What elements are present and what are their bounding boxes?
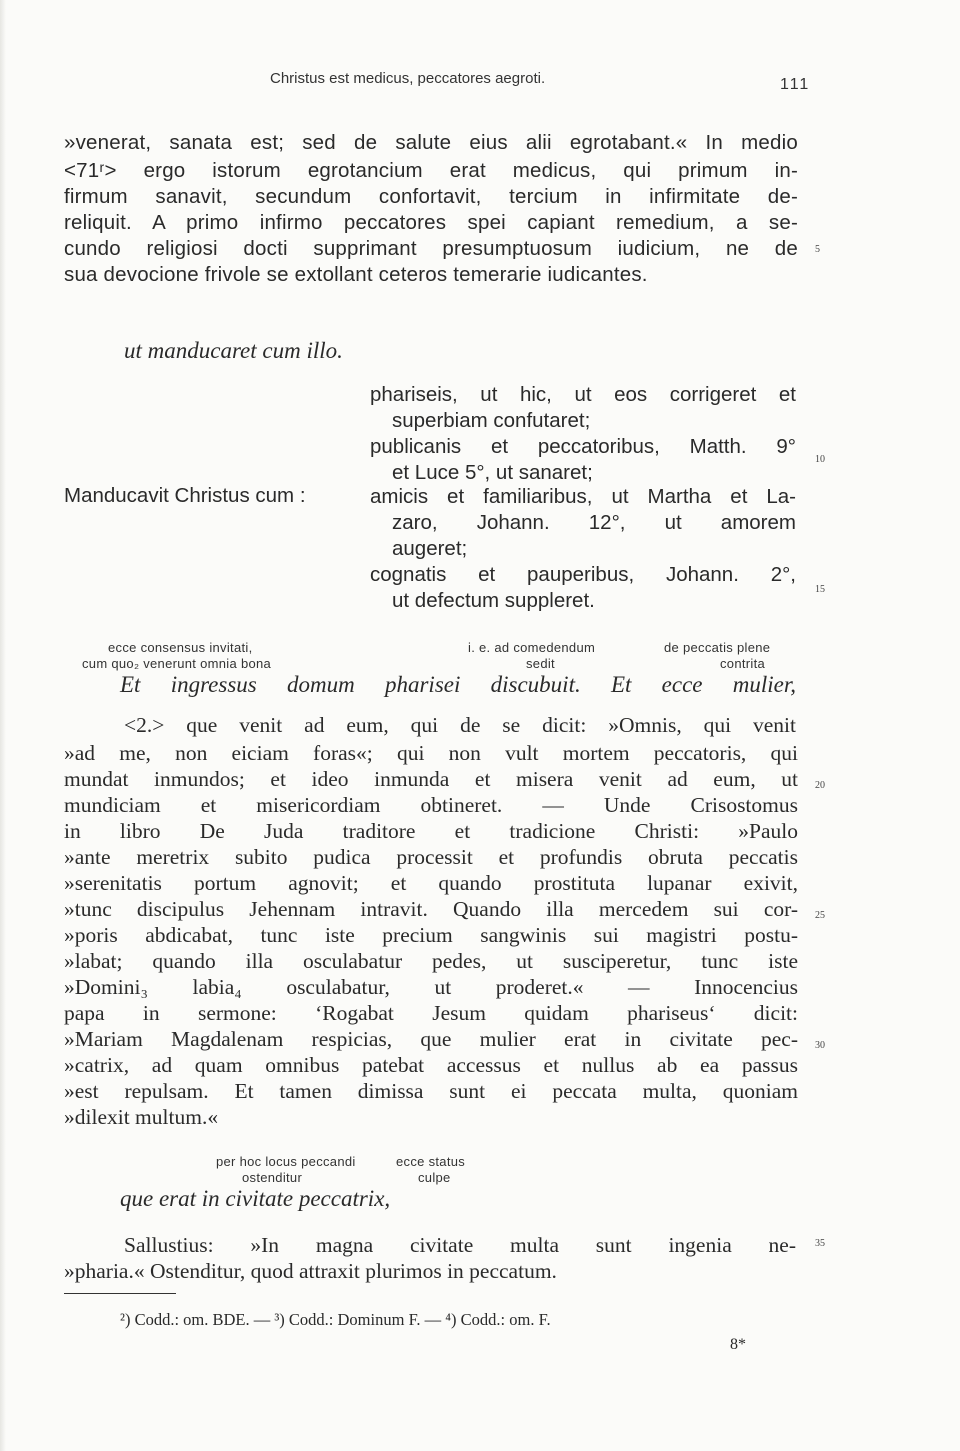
text-line: reliquit. A primo infirmo peccatores spei capiant remedium, a se- [64,211,798,234]
lemma: que erat in civitate peccatrix, [120,1186,391,1211]
lemma: ut manducaret cum illo. [124,338,343,363]
scheme-line: ut defectum suppleret. [392,589,595,612]
scheme-line: et Luce 5°, ut sanaret; [392,461,593,484]
text-line: papa in sermone: ‘Rogabat Jesum quidam phariseus‘ dicit: [64,1001,798,1025]
text-line: »dilexit multum.« [64,1105,219,1129]
text-line: <2.> que venit ad eum, qui de se dicit: »Omnis, qui venit [124,713,796,737]
scheme-line: phariseis, ut hic, ut eos corrigeret et [370,383,796,406]
text-line: in libro De Juda traditore et tradicione Christi: »Paulo [64,819,798,843]
text-line: sua devocione frivole se extollant ceteros temerarie iudicantes. [64,263,648,286]
interlinear-gloss: ostenditur [242,1170,303,1185]
interlinear-gloss: ecce consensus invitati, [108,640,253,655]
text-line: »catrix, ad quam omnibus patebat accessus et nullus ab ea passus [64,1053,798,1077]
lemma: Et ingressus domum pharisei discubuit. Et ecce mulier, [120,672,796,697]
scheme-line: augeret; [392,537,468,560]
text-line: »ante meretrix subito pudica processit et profundis obruta peccatis [64,845,798,869]
page-number: 111 [780,76,811,93]
text-line: <71ʳ> ergo istorum egrotancium erat medicus, qui primum in- [64,159,798,182]
line-number: 10 [815,454,825,465]
text-line: »tunc discipulus Jehennam intravit. Quando illa mercedem sui cor- [64,897,798,921]
scheme-label: Manducavit Christus cum : [64,484,306,507]
footnote-rule [64,1293,176,1294]
text-line: firmum sanavit, secundum confortavit, tercium in infirmitate de- [64,185,798,208]
text-line: »Mariam Magdalenam respicias, que mulier erat in civitate pec- [64,1027,798,1051]
text-line: cundo religiosi docti supprimant presumptuosum iudicium, ne de [64,237,798,260]
line-number: 35 [815,1238,825,1249]
text-line: »ad me, non eiciam foras«; qui non vult mortem peccatoris, qui [64,741,798,765]
page-edge-shadow [0,0,6,1451]
running-title: Christus est medicus, peccatores aegroti. [270,70,546,87]
text-line: »venerat, sanata est; sed de salute eius alii egrotabant.« In medio [64,131,798,154]
line-number: 15 [815,584,825,595]
interlinear-gloss: contrita [720,656,766,671]
line-number: 20 [815,780,825,791]
text-line: Sallustius: »In magna civitate multa sunt ingenia ne- [124,1233,796,1257]
printer-signature: 8* [730,1336,746,1353]
footnotes: ²) Codd.: om. BDE. — ³) Codd.: Dominum F. — ⁴) Codd.: om. F. [120,1310,551,1329]
text-line: »est repulsam. Et tamen dimissa sunt ei peccata multa, quoniam [64,1079,798,1103]
line-number: 30 [815,1040,825,1051]
text-line: mundat inmundos; et ideo inmunda et misera venit ad eum, ut [64,767,798,791]
interlinear-gloss: de peccatis plene [664,640,771,655]
scheme-line: amicis et familiaribus, ut Martha et La- [370,485,796,508]
text-line: »Domini₃ labia₄ osculabatur, ut proderet.« — Innocencius [64,975,798,999]
interlinear-gloss: sedit [526,656,555,671]
scheme-line: cognatis et pauperibus, Johann. 2°, [370,563,796,586]
scheme-line: publicanis et peccatoribus, Matth. 9° [370,435,796,458]
interlinear-gloss: culpe [418,1170,451,1185]
line-number: 5 [815,244,820,255]
text-line: »pharia.« Ostenditur, quod attraxit plurimos in peccatum. [64,1259,557,1283]
text-line: »poris abdicabat, tunc iste precium sangwinis sui magistri postu- [64,923,798,947]
line-number: 25 [815,910,825,921]
interlinear-gloss: i. e. ad comedendum [468,640,596,655]
scheme-line: zaro, Johann. 12°, ut amorem [392,511,796,534]
text-line: »labat; quando illa osculabatur pedes, ut susciperetur, tunc iste [64,949,798,973]
scheme-line: superbiam confutaret; [392,409,591,432]
interlinear-gloss: per hoc locus peccandi [216,1154,356,1169]
interlinear-gloss: cum quo₂ venerunt omnia bona [82,656,272,671]
text-line: »serenitatis portum agnovit; et quando prostituta lupanar exivit, [64,871,798,895]
text-line: mundiciam et misericordiam obtineret. — Unde Crisostomus [64,793,798,817]
interlinear-gloss: ecce status [396,1154,466,1169]
